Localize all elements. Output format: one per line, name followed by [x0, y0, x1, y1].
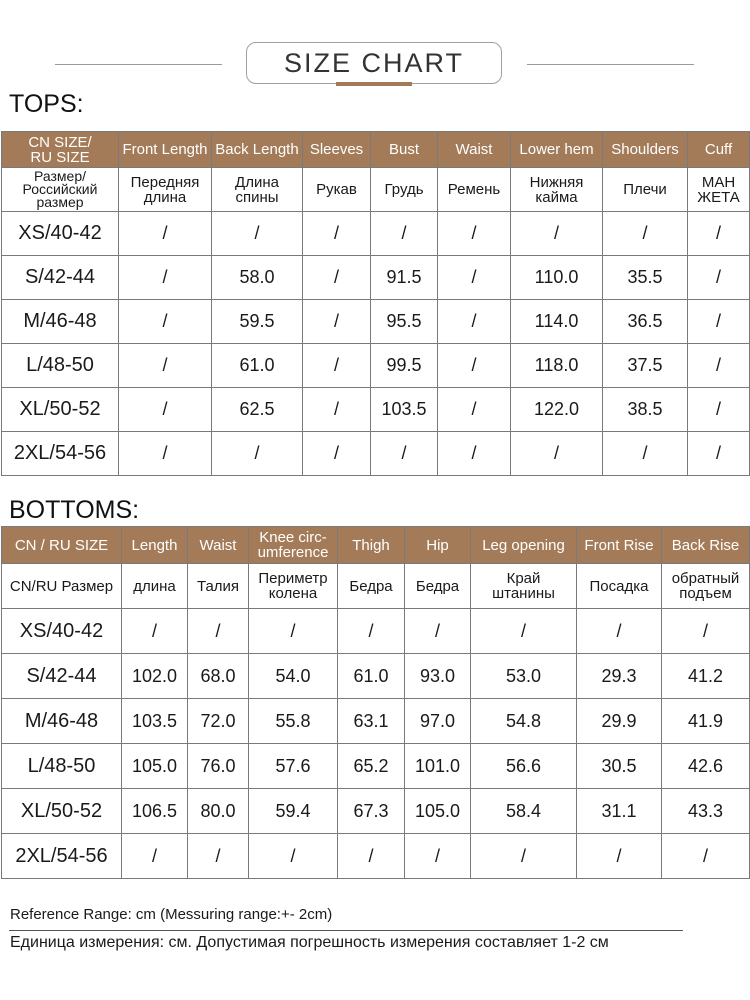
measurement-cell: /: [688, 432, 750, 476]
measurement-cell: 29.9: [577, 699, 662, 744]
measurement-cell: /: [338, 609, 405, 654]
measurement-cell: 41.2: [662, 654, 750, 699]
bottoms-header-ru-cell: длина: [122, 564, 188, 609]
measurement-cell: 118.0: [511, 344, 603, 388]
bottoms-header-ru-cell: Бедра: [338, 564, 405, 609]
tops-header-ru-cell: Передняя длина: [119, 168, 212, 212]
measurement-cell: 114.0: [511, 300, 603, 344]
tops-header-en-cell: Cuff: [688, 132, 750, 168]
measurement-cell: 31.1: [577, 789, 662, 834]
measurement-cell: 58.0: [212, 256, 303, 300]
measurement-cell: 95.5: [371, 300, 438, 344]
table-row: [2, 300, 750, 344]
measurement-cell: /: [371, 432, 438, 476]
tops-header-en-cell: Back Length: [212, 132, 303, 168]
bottoms-header-en-cell: Leg opening: [471, 527, 577, 564]
measurement-cell: /: [119, 300, 212, 344]
measurement-cell: /: [688, 256, 750, 300]
table-row: [2, 654, 750, 699]
measurement-cell: 68.0: [188, 654, 249, 699]
tops-heading: TOPS:: [9, 90, 84, 118]
table-row: [2, 609, 750, 654]
measurement-cell: 36.5: [603, 300, 688, 344]
measurement-cell: 57.6: [249, 744, 338, 789]
measurement-cell: /: [471, 834, 577, 879]
measurement-cell: /: [438, 212, 511, 256]
table-row: [2, 834, 750, 879]
bottoms-header-ru-cell: Талия: [188, 564, 249, 609]
measurement-cell: 29.3: [577, 654, 662, 699]
bottoms-header-ru-cell: Край штанины: [471, 564, 577, 609]
table-row: [2, 699, 750, 744]
size-cell: L/48-50: [2, 744, 122, 789]
measurement-cell: /: [577, 834, 662, 879]
measurement-cell: 56.6: [471, 744, 577, 789]
bottoms-header-en-cell: Thigh: [338, 527, 405, 564]
bottoms-header-en-cell: Length: [122, 527, 188, 564]
bottoms-header-ru-cell: Периметр колена: [249, 564, 338, 609]
bottoms-header-en-cell: Hip: [405, 527, 471, 564]
title-left-rule: [55, 64, 222, 65]
bottoms-header-ru-cell: CN/RU Размер: [2, 564, 122, 609]
tops-header-en-cell: CN SIZE/ RU SIZE: [2, 132, 119, 168]
tops-header-ru-cell: Длина спины: [212, 168, 303, 212]
measurement-cell: /: [438, 432, 511, 476]
bottoms-header-row: [2, 527, 750, 564]
measurement-cell: 122.0: [511, 388, 603, 432]
measurement-cell: /: [188, 609, 249, 654]
table-row: [2, 432, 750, 476]
measurement-cell: 105.0: [405, 789, 471, 834]
tops-header-ru-cell: МАН ЖЕТА: [688, 168, 750, 212]
tops-header-ru-cell: Нижняя кайма: [511, 168, 603, 212]
tops-header-ru-cell: Ремень: [438, 168, 511, 212]
measurement-cell: /: [438, 344, 511, 388]
measurement-cell: 110.0: [511, 256, 603, 300]
tops-header-en-cell: Sleeves: [303, 132, 371, 168]
table-row: [2, 344, 750, 388]
title-accent-bar: [336, 82, 412, 86]
table-row: [2, 256, 750, 300]
measurement-cell: /: [438, 256, 511, 300]
size-chart-title: SIZE CHART: [246, 42, 502, 84]
measurement-cell: 103.5: [122, 699, 188, 744]
tops-header-row: [2, 132, 750, 168]
tops-header-en-cell: Front Length: [119, 132, 212, 168]
measurement-cell: /: [405, 834, 471, 879]
measurement-cell: 93.0: [405, 654, 471, 699]
measurement-cell: /: [303, 212, 371, 256]
measurement-cell: /: [405, 609, 471, 654]
measurement-cell: 91.5: [371, 256, 438, 300]
tops-header-ru-cell: Грудь: [371, 168, 438, 212]
bottoms-heading: BOTTOMS:: [9, 496, 140, 524]
measurement-cell: 97.0: [405, 699, 471, 744]
measurement-cell: /: [603, 212, 688, 256]
tops-header-en-cell: Shoulders: [603, 132, 688, 168]
size-cell: 2XL/54-56: [2, 834, 122, 879]
measurement-cell: /: [688, 344, 750, 388]
measurement-cell: /: [662, 609, 750, 654]
measurement-cell: /: [438, 388, 511, 432]
measurement-cell: /: [303, 344, 371, 388]
measurement-cell: 61.0: [212, 344, 303, 388]
size-cell: XL/50-52: [2, 789, 122, 834]
measurement-cell: /: [122, 834, 188, 879]
measurement-cell: 42.6: [662, 744, 750, 789]
bottoms-header-ru-cell: обратный подъем: [662, 564, 750, 609]
tops-header-ru-cell: Плечи: [603, 168, 688, 212]
measurement-cell: 80.0: [188, 789, 249, 834]
size-cell: S/42-44: [2, 256, 119, 300]
note-divider: [9, 930, 683, 931]
measurement-cell: 72.0: [188, 699, 249, 744]
measurement-cell: 67.3: [338, 789, 405, 834]
measurement-cell: /: [119, 344, 212, 388]
measurement-cell: /: [119, 432, 212, 476]
bottoms-header-en-cell: Front Rise: [577, 527, 662, 564]
tops-header-ru-cell: Рукав: [303, 168, 371, 212]
tops-header-en-cell: Lower hem: [511, 132, 603, 168]
reference-range-note: Reference Range: cm (Messuring range:+- 2cm): [10, 906, 333, 923]
size-cell: XL/50-52: [2, 388, 119, 432]
table-row: [2, 212, 750, 256]
measurement-cell: 76.0: [188, 744, 249, 789]
measurement-cell: /: [662, 834, 750, 879]
bottoms-header-ru-row: [2, 564, 750, 609]
bottoms-header-en-cell: Waist: [188, 527, 249, 564]
measurement-cell: 102.0: [122, 654, 188, 699]
tops-header-en-cell: Waist: [438, 132, 511, 168]
measurement-cell: /: [688, 300, 750, 344]
measurement-cell: 59.4: [249, 789, 338, 834]
bottoms-size-table: [1, 526, 750, 879]
measurement-cell: 54.0: [249, 654, 338, 699]
table-row: [2, 789, 750, 834]
bottoms-header-ru-cell: Бедра: [405, 564, 471, 609]
measurement-cell: 65.2: [338, 744, 405, 789]
measurement-cell: 55.8: [249, 699, 338, 744]
measurement-cell: /: [212, 432, 303, 476]
measurement-cell: /: [212, 212, 303, 256]
measurement-cell: 106.5: [122, 789, 188, 834]
measurement-cell: /: [119, 388, 212, 432]
measurement-cell: /: [303, 388, 371, 432]
measurement-cell: 30.5: [577, 744, 662, 789]
table-row: [2, 388, 750, 432]
measurement-cell: 41.9: [662, 699, 750, 744]
measurement-cell: /: [119, 256, 212, 300]
measurement-cell: /: [249, 609, 338, 654]
size-cell: 2XL/54-56: [2, 432, 119, 476]
measurement-cell: 63.1: [338, 699, 405, 744]
tops-header-en-cell: Bust: [371, 132, 438, 168]
bottoms-header-en-cell: CN / RU SIZE: [2, 527, 122, 564]
size-cell: M/46-48: [2, 300, 119, 344]
measurement-cell: 54.8: [471, 699, 577, 744]
bottoms-header-en-cell: Back Rise: [662, 527, 750, 564]
measurement-cell: /: [511, 432, 603, 476]
measurement-cell: /: [511, 212, 603, 256]
tops-header-ru-row: [2, 168, 750, 212]
size-cell: XS/40-42: [2, 609, 122, 654]
measurement-cell: 103.5: [371, 388, 438, 432]
measurement-cell: 99.5: [371, 344, 438, 388]
measurement-cell: /: [188, 834, 249, 879]
size-cell: L/48-50: [2, 344, 119, 388]
measurement-cell: /: [371, 212, 438, 256]
measurement-cell: /: [603, 432, 688, 476]
measurement-cell: /: [688, 212, 750, 256]
tops-header-ru-cell: Размер/ Российский размер: [2, 168, 119, 212]
measurement-cell: /: [338, 834, 405, 879]
measurement-cell: /: [249, 834, 338, 879]
measurement-cell: 58.4: [471, 789, 577, 834]
measurement-cell: 59.5: [212, 300, 303, 344]
measurement-cell: 61.0: [338, 654, 405, 699]
size-cell: S/42-44: [2, 654, 122, 699]
measurement-cell: /: [119, 212, 212, 256]
measurement-cell: /: [303, 300, 371, 344]
measurement-cell: 62.5: [212, 388, 303, 432]
measurement-cell: /: [303, 256, 371, 300]
measurement-cell: 53.0: [471, 654, 577, 699]
bottoms-header-ru-cell: Посадка: [577, 564, 662, 609]
measurement-cell: 101.0: [405, 744, 471, 789]
measurement-cell: /: [688, 388, 750, 432]
size-cell: XS/40-42: [2, 212, 119, 256]
measurement-cell: /: [471, 609, 577, 654]
measurement-cell: 105.0: [122, 744, 188, 789]
table-row: [2, 744, 750, 789]
title-right-rule: [527, 64, 694, 65]
measurement-note-ru: Единица измерения: см. Допустимая погрешность измерения составляет 1-2 см: [10, 934, 609, 951]
measurement-cell: /: [438, 300, 511, 344]
measurement-cell: 38.5: [603, 388, 688, 432]
measurement-cell: /: [577, 609, 662, 654]
measurement-cell: 35.5: [603, 256, 688, 300]
measurement-cell: /: [122, 609, 188, 654]
measurement-cell: /: [303, 432, 371, 476]
tops-size-table: [1, 131, 750, 476]
size-cell: M/46-48: [2, 699, 122, 744]
measurement-cell: 43.3: [662, 789, 750, 834]
measurement-cell: 37.5: [603, 344, 688, 388]
bottoms-header-en-cell: Knee circ- umference: [249, 527, 338, 564]
